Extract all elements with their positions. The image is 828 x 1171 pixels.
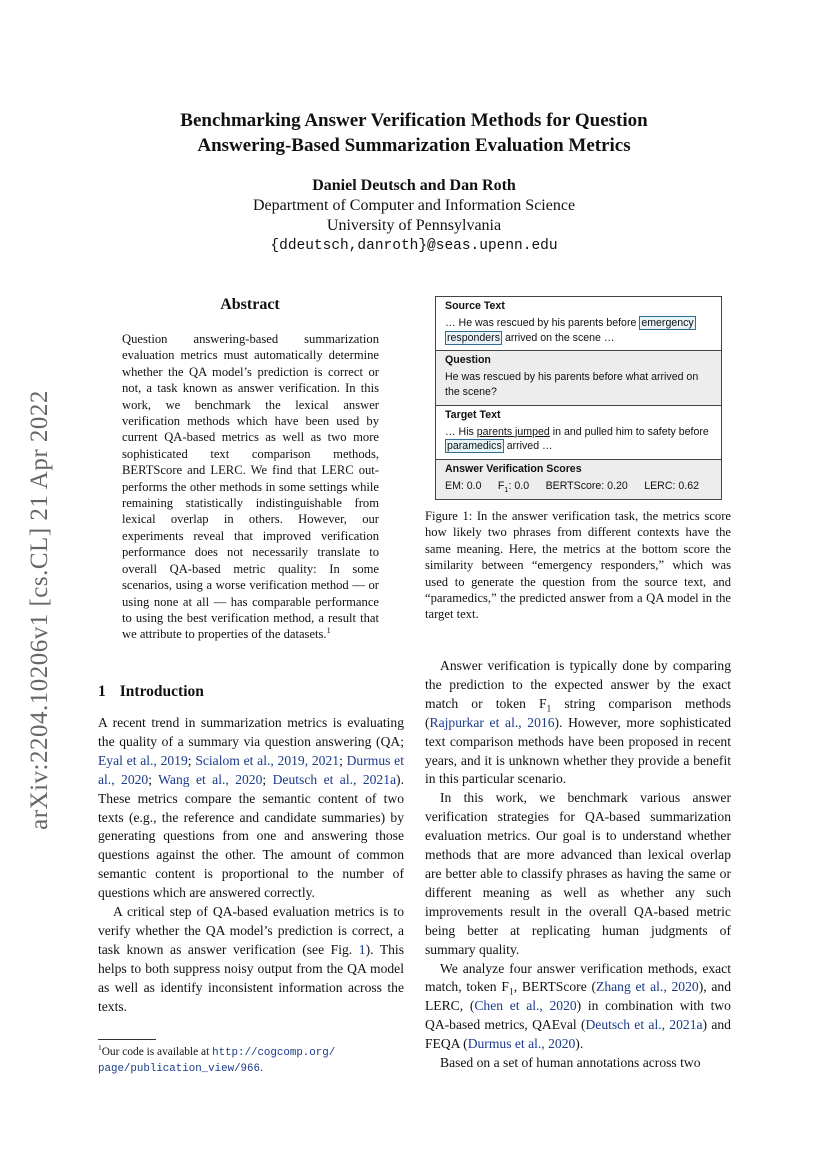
abstract-body: Question answering-based summarization evaluation metrics must automatically determine whether the QA model’s prediction is correct or not, a task known as answer verification. In this work, we benchmark the lexical answer verification methods which have been used by current QA-based metrics as well as two more sophisticated text comparison methods, BERTScore and LERC. We find that LERC out-performs the other methods in some settings while remaining statistically indistinguishable from lexical overlap in others. However, our experiments reveal that improved verification performance does not necessarily translate to overall QA-based metric quality: In some scenarios, using a worse verification method — or using none at all — has comparable performance to using the best verification method, a result that we attribute to properties of the datasets.$^1$: [122, 332, 379, 642]
figure-ref-1[interactable]: 1: [358, 941, 366, 957]
highlight-emergency: emergency: [641, 316, 694, 329]
abstract-heading: Abstract: [220, 296, 280, 313]
citation-wang-2020[interactable]: Wang et al., 2020: [158, 771, 263, 787]
figure-question-heading: Question: [445, 354, 491, 367]
citation-durmus-2020[interactable]: Durmus et al., 2020: [98, 752, 404, 787]
figure-scores-row: [445, 479, 713, 494]
citation-chen-2020[interactable]: Chen et al., 2020: [474, 998, 577, 1014]
figure-question-section: [436, 351, 721, 405]
figure-target-text: … His parents jumped in and pulled him to safety before paramedics arrived …: [445, 425, 709, 453]
citation-scialom[interactable]: Scialom et al., 2019, 2021: [195, 752, 340, 768]
citation-rajpurkar-2016[interactable]: Rajpurkar et al., 2016: [429, 714, 555, 730]
footnote: $^1$Our code is available at http://cogcomp.org/ page/publication_view/966.: [98, 1043, 336, 1075]
intro-left-column: [98, 714, 404, 1017]
figure-target-section: [436, 406, 721, 460]
section-number: 1: [98, 683, 106, 700]
figure-source-section: [436, 297, 721, 351]
title-line-1: Benchmarking Answer Verification Methods for Question: [180, 110, 648, 131]
citation-durmus-2020-right[interactable]: Durmus et al., 2020: [467, 1036, 576, 1052]
citation-zhang-2020[interactable]: Zhang et al., 2020: [596, 979, 699, 995]
code-url-link[interactable]: http://cogcomp.org/ page/publication_view/966: [98, 1047, 336, 1075]
section-title: Introduction: [119, 683, 204, 700]
citation-deutsch-2021a[interactable]: Deutsch et al., 2021a: [272, 771, 397, 787]
intro-right-column: [425, 657, 731, 1073]
figure-1: [435, 296, 722, 500]
highlight-responders: responders: [447, 331, 500, 344]
figure-source-heading: Source Text: [445, 300, 505, 312]
underline-parents-jumped: parents jumped: [476, 425, 550, 438]
citation-eyal-2019[interactable]: Eyal et al., 2019: [98, 752, 188, 768]
highlight-paramedics: paramedics: [447, 440, 502, 453]
score-em: EM: 0.0: [445, 479, 482, 492]
affiliation-univ: University of Pennsylvania: [326, 217, 502, 234]
section-heading-introduction: [98, 683, 204, 701]
score-lerc: LERC: 0.62: [644, 479, 699, 492]
title-line-2: Answering-Based Summarization Evaluation Metrics: [197, 135, 631, 156]
author-names: Daniel Deutsch and Dan Roth: [312, 177, 516, 194]
author-email: {ddeutsch,danroth}@seas.upenn.edu: [270, 238, 558, 254]
figure-target-heading: Target Text: [445, 408, 501, 421]
right-paragraph-3: We analyze four answer verification methods, exact match, token $F_1$, BERTScore (Zhang et al., 2020), and LERC, (Chen et al., 2020) in combination with two QA-based metrics, QAEval (Deutsch et al., 2021a) and FEQA (Durmus et al., 2020).: [425, 960, 732, 1052]
footnote-divider: [98, 1039, 156, 1040]
footnote-mark[interactable]: 1: [326, 626, 331, 636]
right-paragraph-4: Based on a set of human annotations across two: [440, 1055, 701, 1071]
figure-question-text: He was rescued by his parents before what arrived on the scene?: [445, 371, 699, 398]
affiliation-dept: Department of Computer and Information Science: [252, 197, 576, 214]
intro-paragraph-2: A critical step of QA-based evaluation metrics is to verify whether the QA model’s prediction is correct, a task known as answer verification (see Fig. 1). This helps to both suppress noisy output from the QA model as well as identify inconsistent information across the texts.: [98, 904, 404, 1014]
figure-1-caption: Figure 1: In the answer verification task, the metrics score how likely two phrases from different contexts have the same meaning. Here, the metrics at the bottom score the similarity between “emergency responders,” which was used to generate the question from the source text, and “paramedics,” the predicted answer from a QA model in the target text.: [425, 509, 731, 622]
figure-scores-section: [436, 460, 721, 499]
citation-deutsch-2021a-right[interactable]: Deutsch et al., 2021a: [585, 1017, 703, 1033]
score-bertscore: BERTScore: 0.20: [545, 479, 628, 492]
author-block: [120, 176, 708, 256]
score-f1: $F_1$: 0.0: [497, 479, 530, 495]
right-paragraph-1: Answer verification is typically done by comparing the prediction to the expected answer by the exact match or token $F_1$ string comparison methods (Rajpurkar et al., 2016). However, more sophisticated text comparison methods have been proposed in recent years, and it is unknown whether they provide a benefit in this particular scenario.: [425, 658, 732, 787]
right-paragraph-2: In this work, we benchmark various answer verification strategies for QA-based summarization evaluation metrics. Our goal is to understand whether methods that are more advanced than lexical overlap are better able to classify phrases as having the same or different meaning as well as whether any such improvements result in the overall QA-based metric being better at replicating human judgments of summary quality.: [425, 790, 731, 957]
intro-paragraph-1: A recent trend in summarization metrics is evaluating the quality of a summary via question answering (QA; Eyal et al., 2019; Scialom et al., 2019, 2021; Durmus et al., 2020; Wang et al., 2020; Deutsch et al., 2021a). These metrics compare the semantic content of two texts (e.g., the reference and candidate summaries) by generating questions from one and answering those questions against the other. The amount of common semantic content is proportional to the number of questions which are answered correctly.: [98, 715, 404, 901]
figure-scores-heading: Answer Verification Scores: [445, 463, 582, 476]
arxiv-side-label: arXiv:2204.10206v1 [cs.CL] 21 Apr 2022: [26, 390, 53, 830]
paper-title: [120, 108, 708, 158]
figure-source-text: … He was rescued by his parents before emergency responders arrived on the scene …: [445, 316, 694, 344]
